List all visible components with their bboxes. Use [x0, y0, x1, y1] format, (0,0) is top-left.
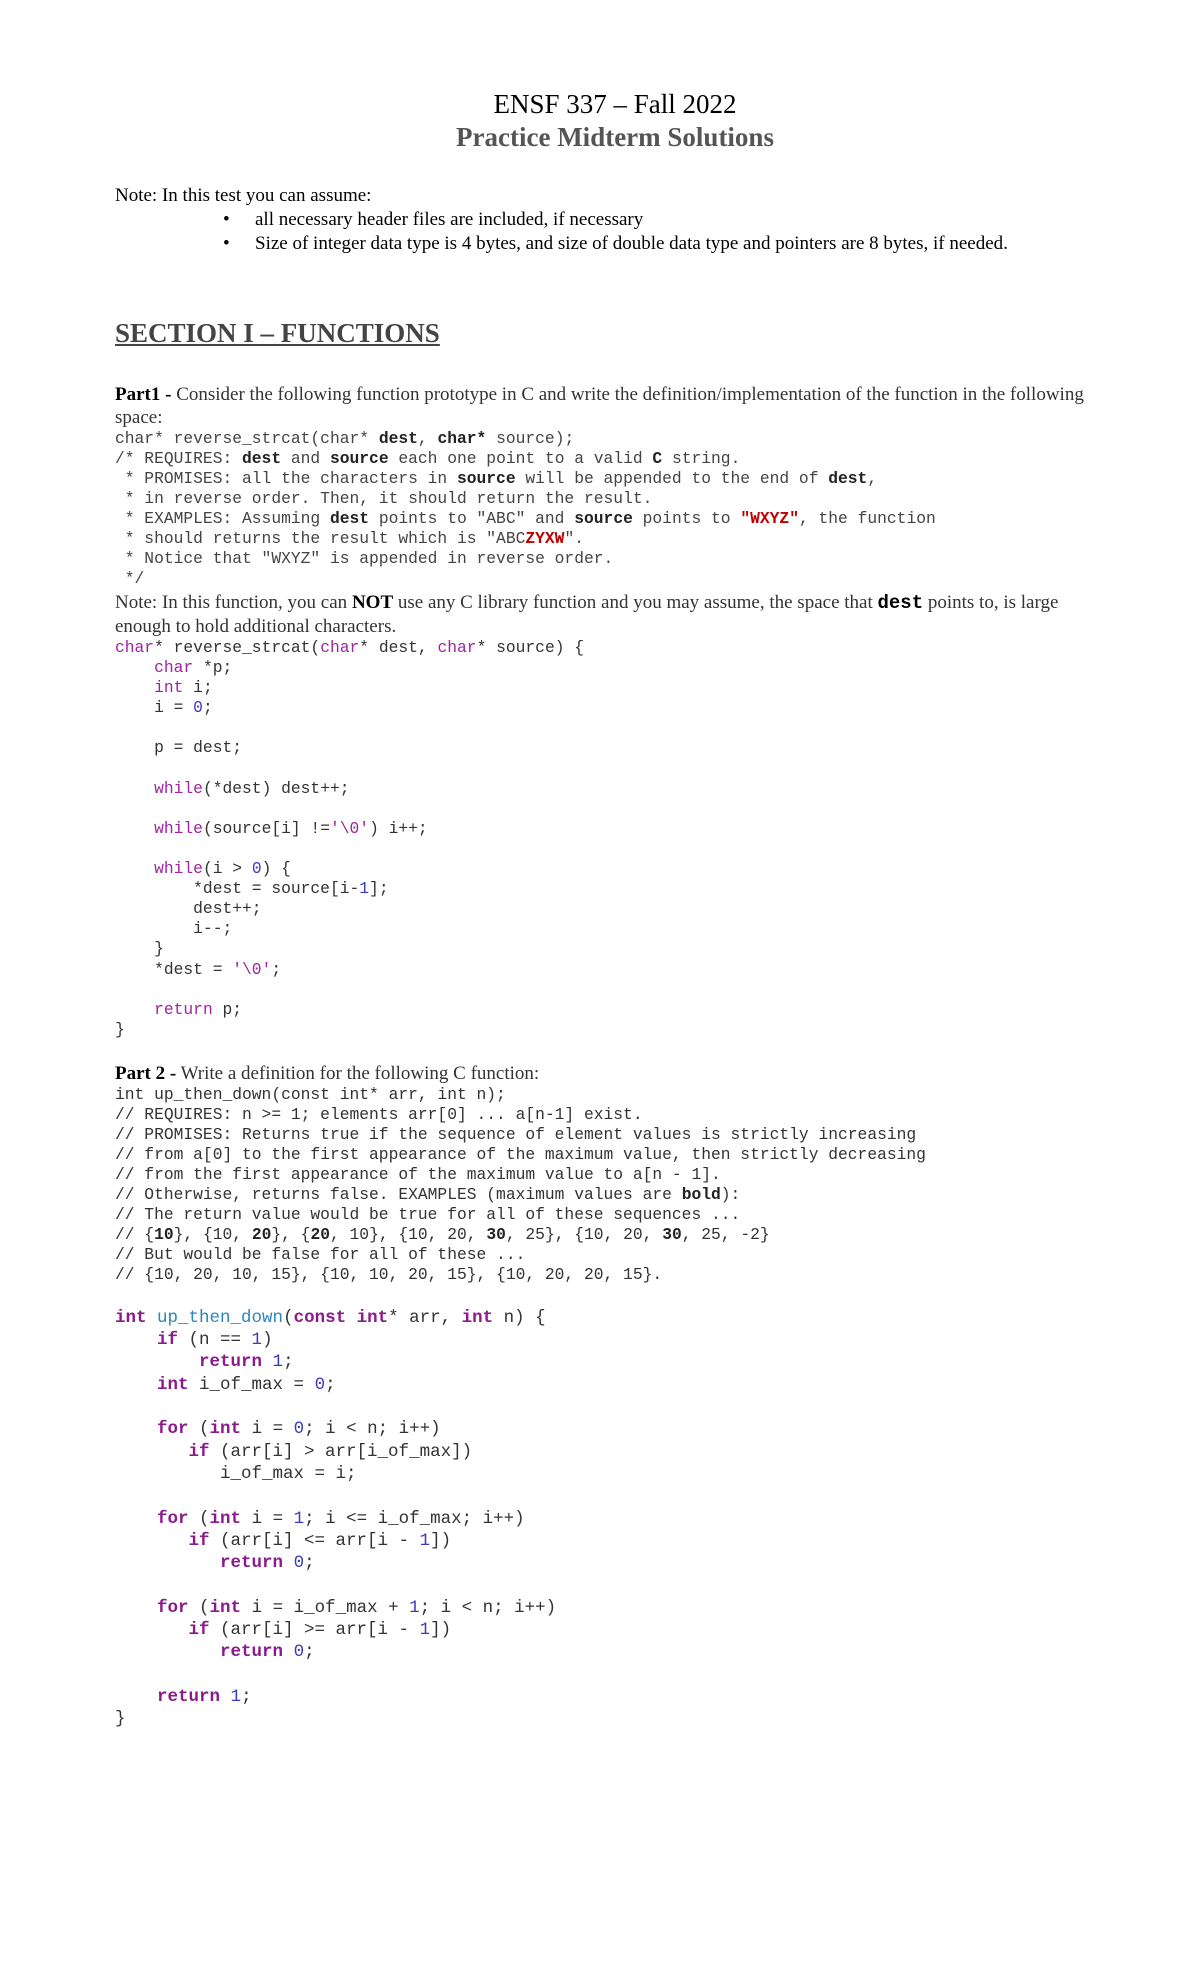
assumption-list: [115, 208, 1115, 256]
bullet-icon: •: [223, 233, 230, 254]
part2-intro: Part 2 - Write a definition for the following C function:: [115, 1062, 540, 1084]
part1-note: Note: In this function, you can NOT use any C library function and you may assume, the space that dest points to, is large enough to hold additional characters.: [115, 592, 1059, 637]
part1-intro: Part1 - Consider the following function prototype in C and write the definition/implementation of the function in the following space:: [115, 384, 1084, 428]
part1-prototype: char* reverse_strcat(char* dest, char* source); /* REQUIRES: dest and source each one point to a valid C string. * PROMISES: all the characters in source will be appended to the end of dest, * in reverse order. Then, it should return the result. * EXAMPLES: Assuming dest points to "ABC" and source points to "WXYZ", the function * should returns the result which is "ABCZYXW". * Notice that "WXYZ" is appended in reverse order. */: [115, 429, 936, 588]
part2-prototype: int up_then_down(const int* arr, int n); // REQUIRES: n >= 1; elements arr[0] ... a[n-1] exist. // PROMISES: Returns true if the sequence of element values is strictly increasing // from a[0] to the first appearance of the maximum value, then strictly decreasing // from the first appearance of the maximum value to a[n - 1]. // Otherwise, returns false. EXAMPLES (maximum values are bold): // The return value would be true for all of these sequences ... // {10}, {10, 20}, {20, 10}, {10, 20, 30, 25}, {10, 20, 30, 25, -2} // But would be false for all of these ... // {10, 20, 10, 15}, {10, 10, 20, 15}, {10, 20, 20, 15}.: [115, 1084, 926, 1284]
section-heading: SECTION I – FUNCTIONS: [115, 318, 440, 348]
page-title: Practice Midterm Solutions: [456, 122, 774, 152]
bullet-icon: •: [223, 209, 230, 230]
course-title: ENSF 337 – Fall 2022: [493, 89, 737, 119]
part2-solution-code: int up_then_down(const int* arr, int n) { if (n == 1) return 1; int i_of_max = 0; for (int i = 0; i < n; i++) if (arr[i] > arr[i_of_max]) i_of_max = i; for (int i = 1; i <= i_of_max; i++) if (arr[i] <= arr[i - 1]) return 0; for (int i = i_of_max + 1; i < n; i++) if (arr[i] >= arr[i - 1]) return 0; return 1; }: [115, 1307, 557, 1730]
list-item: • all necessary header files are included, if necessary: [223, 209, 644, 230]
note-intro: Note: In this test you can assume:: [115, 185, 372, 206]
document-page: [115, 0, 1115, 1731]
part1-solution-code: char* reverse_strcat(char* dest, char* source) { char *p; int i; i = 0; p = dest; while(*dest) dest++; while(source[i] !='\0') i++; while(i > 0) { *dest = source[i-1]; dest++; i--; } *dest = '\0'; return p; }: [115, 638, 585, 1039]
list-item: • Size of integer data type is 4 bytes, and size of double data type and pointers are 8 bytes, if needed.: [223, 233, 1008, 254]
